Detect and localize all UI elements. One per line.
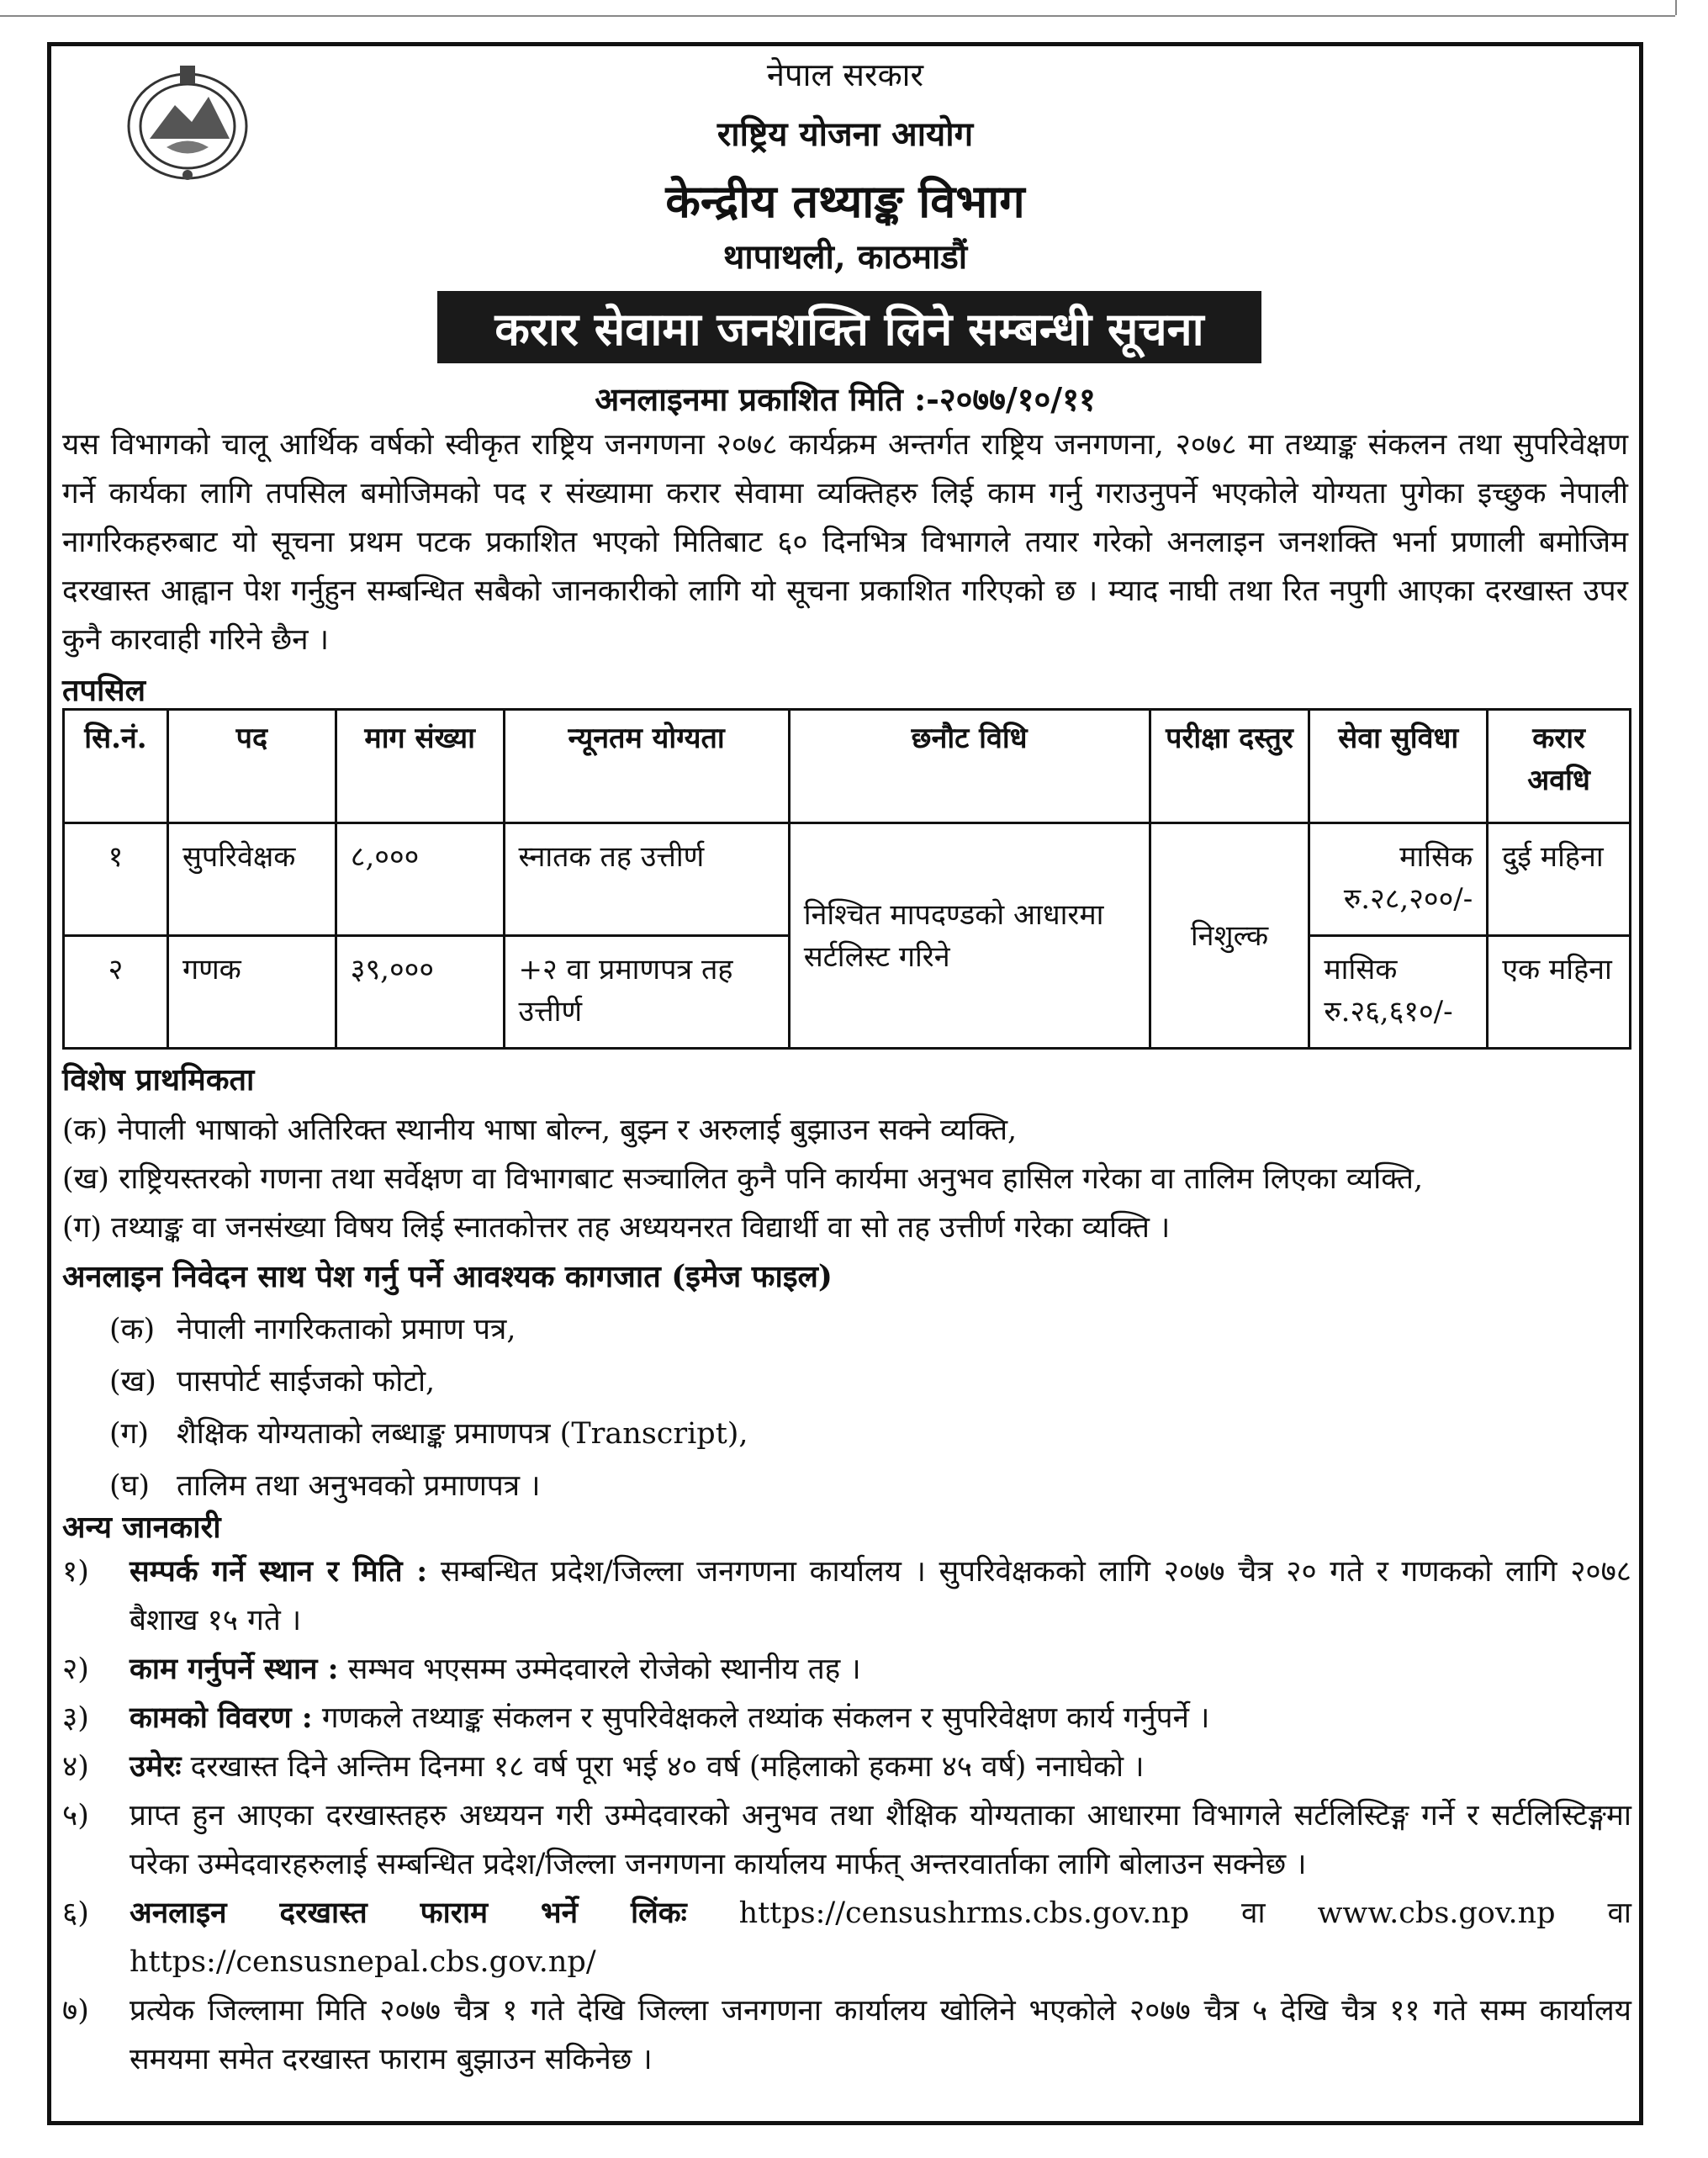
- item-number: १): [62, 1555, 89, 1589]
- item-number: २): [62, 1653, 89, 1686]
- cell-benefit: मासिक रु.२६,६१०/-: [1309, 936, 1488, 1049]
- list-item: (क) नेपाली भाषाको अतिरिक्त स्थानीय भाषा बोल्न, बुझ्न र अरुलाई बुझाउन सक्ने व्यक्ति,: [62, 1113, 1018, 1147]
- published-date: अनलाइनमा प्रकाशित मिति :-२०७७/१०/११: [595, 380, 1096, 418]
- cell-benefit: मासिक रु.२८,२००/-: [1309, 823, 1488, 936]
- header-fee: परीक्षा दस्तुर: [1150, 710, 1309, 823]
- item-text: प्रत्येक जिल्लामा मिति २०७७ चैत्र १ गते देखि जिल्ला जनगणना कार्यालय खोलिने भएकोले २०७७ चैत्र ५ देखि चैत्र ११ गते सम्म कार्यालय समयमा समेत दरखास्त फाराम बुझाउन सकिनेछ ।: [130, 1994, 1631, 2076]
- list-item: [62, 1889, 1631, 1986]
- header-qualification: न्यूनतम योग्यता: [504, 710, 789, 823]
- item-text: https://censushrms.cbs.gov.np वा www.cbs.gov.np वा https://censusnepal.cbs.gov.np/: [130, 1896, 1631, 1979]
- list-item: [109, 1408, 748, 1460]
- page-right-rule: [1675, 0, 1677, 15]
- item-number: ७): [62, 1994, 89, 2028]
- header-selection: छनौट विधि: [789, 710, 1150, 823]
- list-item: [109, 1460, 748, 1512]
- vacancy-table: [62, 708, 1631, 1050]
- documents-list: [109, 1304, 748, 1512]
- list-item: [109, 1304, 748, 1356]
- header-duration: करार अवधि: [1488, 710, 1631, 823]
- cell-qualification: +२ वा प्रमाणपत्र तह उत्तीर्ण: [504, 936, 789, 1049]
- cell-duration: दुई महिना: [1488, 823, 1631, 936]
- item-text: प्राप्त हुन आएका दरखास्तहरु अध्ययन गरी उम्मेदवारको अनुभव तथा शैक्षिक योग्यताका आधारमा विभागले सर्टलिस्टिङ्ग गर्ने र सर्टलिस्टिङ्गमा परेका उम्मेदवारहरुलाई सम्बन्धित प्रदेश/जिल्ला जनगणना कार्यालय मार्फत् अन्तरवार्ताका लागि बोलाउन सक्नेछ ।: [130, 1799, 1631, 1881]
- priority-list: [62, 1106, 1635, 1252]
- cell-duration: एक महिना: [1488, 936, 1631, 1049]
- item-label: काम गर्नुपर्ने स्थान :: [130, 1652, 339, 1686]
- item-text: शैक्षिक योग्यताको लब्धाङ्क प्रमाणपत्र (Transcript),: [177, 1417, 748, 1451]
- header-count: माग संख्या: [336, 710, 504, 823]
- documents-title: अनलाइन निवेदन साथ पेश गर्नु पर्ने आवश्यक कागजात (इमेज फाइल): [62, 1259, 833, 1294]
- list-item: [109, 1356, 748, 1408]
- cell-sn: २: [64, 936, 168, 1049]
- cell-count: ३९,०००: [336, 936, 504, 1049]
- priority-title: विशेष प्राथमिकता: [62, 1062, 255, 1098]
- item-marker: (ख): [109, 1365, 156, 1399]
- table-row: [64, 823, 1631, 936]
- list-item: [62, 1645, 1631, 1694]
- cell-post: गणक: [167, 936, 336, 1049]
- other-info-list: [62, 1547, 1631, 2084]
- list-item: (ख) राष्ट्रियस्तरको गणना तथा सर्वेक्षण वा विभागबाट सञ्चालित कुनै पनि कार्यमा अनुभव हासिल गरेका वा तालिम लिएका व्यक्ति,: [62, 1162, 1424, 1196]
- cell-post: सुपरिवेक्षक: [167, 823, 336, 936]
- item-number: ३): [62, 1701, 89, 1735]
- item-label: सम्पर्क गर्ने स्थान र मिति :: [130, 1554, 428, 1589]
- schedule-title: तपसिल: [62, 673, 146, 708]
- item-number: ५): [62, 1799, 89, 1833]
- cell-count: ८,०००: [336, 823, 504, 936]
- item-label: उमेरः: [130, 1749, 182, 1784]
- item-label: कामको विवरण :: [130, 1700, 313, 1735]
- item-text: तालिम तथा अनुभवको प्रमाणपत्र ।: [177, 1469, 541, 1503]
- item-text: दरखास्त दिने अन्तिम दिनमा १८ वर्ष पूरा भई ४० वर्ष (महिलाको हकमा ४५ वर्ष) ननाघेको ।: [181, 1750, 1145, 1784]
- header-sn: सि.नं.: [64, 710, 168, 823]
- cell-fee: निशुल्क: [1150, 823, 1309, 1049]
- list-item: [62, 1547, 1631, 1645]
- government-name: नेपाल सरकार: [766, 56, 924, 93]
- list-item: (ग) तथ्याङ्क वा जनसंख्या विषय लिई स्नातकोत्तर तह अध्ययनरत विद्यार्थी वा सो तह उत्तीर्ण गरेका व्यक्ति ।: [62, 1211, 1171, 1245]
- table-header-row: [64, 710, 1631, 823]
- item-text: सम्भव भएसम्म उम्मेदवारले रोजेको स्थानीय तह ।: [338, 1653, 861, 1686]
- item-marker: (ग): [109, 1417, 150, 1451]
- item-text: गणकले तथ्याङ्क संकलन र सुपरिवेक्षकले तथ्यांक संकलन र सुपरिवेक्षण कार्य गर्नुपर्ने ।: [312, 1701, 1210, 1735]
- other-info-title: अन्य जानकारी: [62, 1510, 221, 1545]
- department-address: थापाथली, काठमाडौं: [722, 237, 968, 277]
- item-text: पासपोर्ट साईजको फोटो,: [177, 1365, 436, 1399]
- list-item: [62, 1986, 1631, 2084]
- item-number: ४): [62, 1750, 89, 1784]
- cell-selection: निश्चित मापदण्डको आधारमा सर्टलिस्ट गरिने: [789, 823, 1150, 1049]
- page-top-rule: [0, 15, 1675, 17]
- cell-qualification: स्नातक तह उत्तीर्ण: [504, 823, 789, 936]
- intro-paragraph: यस विभागको चालू आर्थिक वर्षको स्वीकृत राष्ट्रिय जनगणना २०७८ कार्यक्रम अन्तर्गत राष्ट्रिय जनगणना, २०७८ मा तथ्याङ्क संकलन तथा सुपरिवेक्षण गर्ने कार्यका लागि तपसिल बमोजिमको पद र संख्यामा करार सेवामा व्यक्तिहरु लिई काम गर्नु गराउनुपर्ने भएकोले योग्यता पुगेका इच्छुक नेपाली नागरिकहरुबाट यो सूचना प्रथम पटक प्रकाशित भएको मितिबाट ६० दिनभित्र विभागले तयार गरेको अनलाइन जनशक्ति भर्ना प्रणाली बमोजिम दरखास्त आह्वान पेश गर्नुहुन सम्बन्धित सबैको जानकारीको लागि यो सूचना प्रकाशित गरिएको छ । म्याद नाघी तथा रित नपुगी आएका दरखास्त उपर कुनै कारवाही गरिने छैन ।: [62, 428, 1628, 657]
- item-label: अनलाइन दरखास्त फाराम भर्ने लिंकः: [130, 1896, 687, 1930]
- commission-name: राष्ट्रिय योजना आयोग: [717, 114, 974, 154]
- list-item: [62, 1694, 1631, 1743]
- header-post: पद: [167, 710, 336, 823]
- list-item: [62, 1791, 1631, 1889]
- cell-sn: १: [64, 823, 168, 936]
- item-marker: (क): [109, 1313, 156, 1346]
- department-name: केन्द्रीय तथ्याङ्क विभाग: [665, 174, 1025, 228]
- header-benefit: सेवा सुविधा: [1309, 710, 1488, 823]
- item-marker: (घ): [109, 1469, 150, 1503]
- notice-title-banner: करार सेवामा जनशक्ति लिने सम्बन्धी सूचना: [437, 291, 1261, 363]
- item-text: नेपाली नागरिकताको प्रमाण पत्र,: [177, 1313, 516, 1346]
- list-item: [62, 1743, 1631, 1791]
- item-number: ६): [62, 1896, 89, 1930]
- item-text: सम्बन्धित प्रदेश/जिल्ला जनगणना कार्यालय । सुपरिवेक्षकको लागि २०७७ चैत्र २० गते र गणकको लागि २०७८ बैशाख १५ गते ।: [130, 1555, 1631, 1637]
